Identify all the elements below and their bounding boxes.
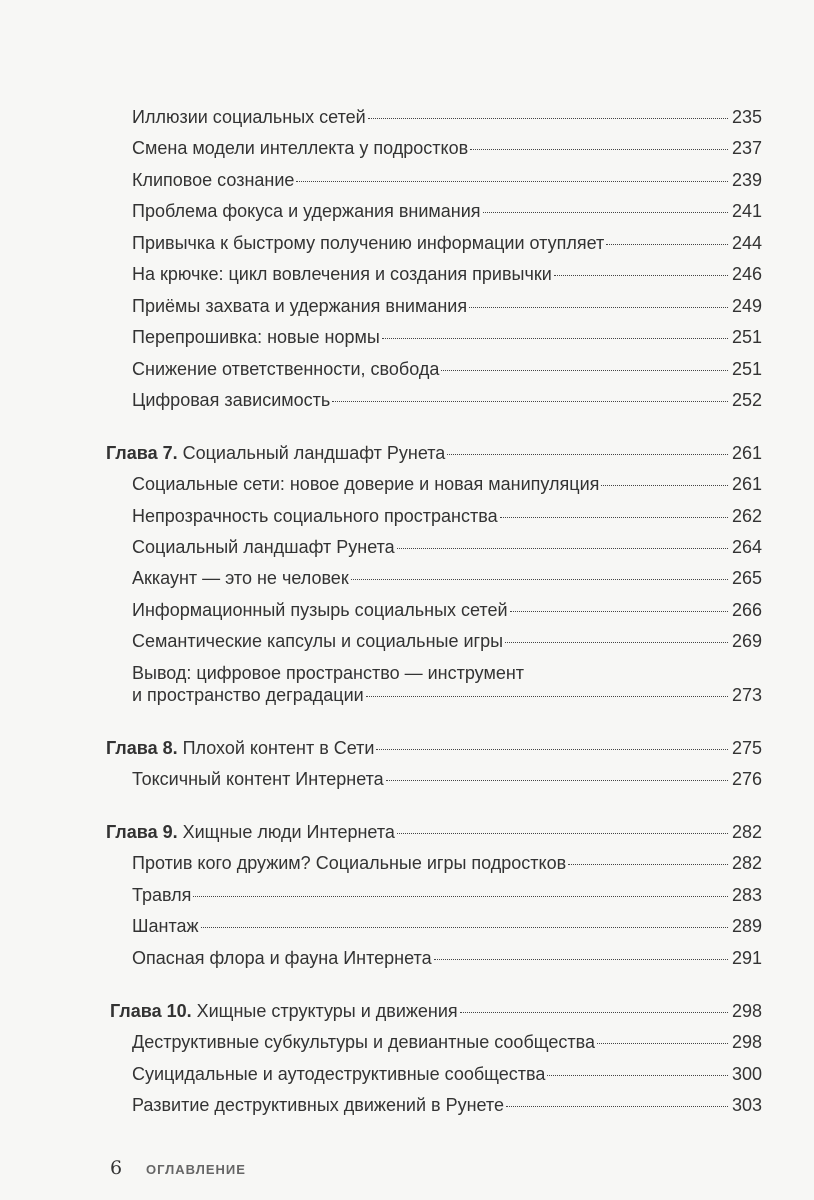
dot-leader xyxy=(376,749,727,750)
toc-entry-title-line1: Вывод: цифровое пространство — инструмент xyxy=(132,663,525,683)
toc-entry-title: Информационный пузырь социальных сетей xyxy=(132,600,508,620)
toc-entry-title: Против кого дружим? Социальные игры подростков xyxy=(132,853,567,873)
toc-entry xyxy=(132,630,762,652)
toc-entry-page: 261 xyxy=(731,443,762,463)
toc-entry xyxy=(132,567,762,589)
toc-entry-page: 251 xyxy=(731,359,762,379)
toc-entry-title: Непрозрачность социального пространства xyxy=(132,506,498,526)
dot-leader xyxy=(597,1043,728,1044)
toc-entry-page: 239 xyxy=(731,170,762,190)
dot-leader xyxy=(505,642,728,643)
toc-entry-title: Смена модели интеллекта у подростков xyxy=(132,138,469,158)
toc-entry-page: 244 xyxy=(731,233,762,253)
page-number: 6 xyxy=(110,1157,123,1179)
toc-entry xyxy=(132,326,762,348)
toc-entry-page: 249 xyxy=(731,296,762,316)
dot-leader xyxy=(500,517,728,518)
toc-entry-page: 235 xyxy=(731,107,762,127)
toc-entry xyxy=(132,106,762,128)
toc-entry-page: 289 xyxy=(731,916,762,936)
toc-entry-title: Семантические капсулы и социальные игры xyxy=(132,631,504,651)
toc-entry-page: 269 xyxy=(731,631,762,651)
toc-entry xyxy=(132,358,762,380)
toc-entry xyxy=(132,1063,762,1085)
toc-entry-page: 265 xyxy=(731,568,762,588)
toc-entry-page: 298 xyxy=(731,1001,762,1021)
chapter-label: Глава 7. xyxy=(106,443,178,463)
chapter-title-text: Плохой контент в Сети xyxy=(177,738,375,758)
dot-leader xyxy=(397,548,728,549)
toc-entry-title: Снижение ответственности, свобода xyxy=(132,359,440,379)
toc-entry xyxy=(132,263,762,285)
toc-entry-title: Деструктивные субкультуры и девиантные сообщества xyxy=(132,1032,595,1052)
dot-leader xyxy=(382,338,728,339)
toc-entry xyxy=(132,915,762,937)
dot-leader xyxy=(434,959,728,960)
toc-entry-title: Травля xyxy=(132,885,192,905)
toc-entry-title: Перепрошивка: новые нормы xyxy=(132,327,380,347)
dot-leader xyxy=(201,927,728,928)
dot-leader xyxy=(386,780,728,781)
toc-entry-page: 262 xyxy=(731,506,762,526)
dot-leader xyxy=(397,833,728,834)
toc-entry xyxy=(132,137,762,159)
toc-entry-page: 246 xyxy=(731,264,762,284)
toc-entry-page: 251 xyxy=(731,327,762,347)
toc-entry xyxy=(132,169,762,191)
chapter-title-text: Хищные люди Интернета xyxy=(177,822,395,842)
toc-entry-title: Приёмы захвата и удержания внимания xyxy=(132,296,468,316)
toc-chapter-title xyxy=(106,821,395,843)
toc-entry-title: Социальный ландшафт Рунета xyxy=(132,537,395,557)
toc-chapter-entry xyxy=(106,737,762,759)
toc-chapter-title xyxy=(106,737,374,759)
dot-leader xyxy=(193,896,728,897)
dot-leader xyxy=(506,1106,728,1107)
chapter-label: Глава 8. xyxy=(106,738,178,758)
dot-leader xyxy=(460,1012,728,1013)
toc-entry-page: 276 xyxy=(731,769,762,789)
toc-entry xyxy=(132,295,762,317)
dot-leader xyxy=(568,864,728,865)
toc-entry-page: 283 xyxy=(731,885,762,905)
dot-leader xyxy=(296,181,728,182)
toc-entry xyxy=(132,884,762,906)
toc-entry xyxy=(132,505,762,527)
toc-entry-page: 282 xyxy=(731,853,762,873)
toc-entry xyxy=(132,1094,762,1116)
toc-entry-page: 241 xyxy=(731,201,762,221)
toc-entry-page: 303 xyxy=(731,1095,762,1115)
toc-entry xyxy=(132,536,762,558)
toc-chapter-entry xyxy=(106,821,762,843)
chapter-title-text: Хищные структуры и движения xyxy=(191,1001,458,1021)
toc-entry-title: Развитие деструктивных движений в Рунете xyxy=(132,1095,504,1115)
chapter-title-text: Социальный ландшафт Рунета xyxy=(177,443,446,463)
toc-entry-title: Шантаж xyxy=(132,916,199,936)
toc-entry-page: 252 xyxy=(731,390,762,410)
dot-leader xyxy=(547,1075,728,1076)
dot-leader xyxy=(606,244,728,245)
dot-leader xyxy=(483,212,728,213)
dot-leader xyxy=(366,696,728,697)
toc-entry-page: 266 xyxy=(731,600,762,620)
chapter-label: Глава 10. xyxy=(110,1001,192,1021)
dot-leader xyxy=(554,275,728,276)
dot-leader xyxy=(469,307,728,308)
toc-entry-page: 264 xyxy=(731,537,762,557)
toc-entry-title: Токсичный контент Интернета xyxy=(132,769,384,789)
dot-leader xyxy=(470,149,728,150)
toc-chapter-entry xyxy=(110,1000,762,1022)
toc-entry xyxy=(132,768,762,790)
dot-leader xyxy=(368,118,728,119)
toc-entry-title: Опасная флора и фауна Интернета xyxy=(132,948,432,968)
toc-entry xyxy=(132,1031,762,1053)
toc-entry-title: Клиповое сознание xyxy=(132,170,295,190)
toc-entry-page: 298 xyxy=(731,1032,762,1052)
toc-chapter-entry xyxy=(106,442,762,464)
toc-chapter-title xyxy=(106,442,445,464)
toc-entry-page: 237 xyxy=(731,138,762,158)
running-footer-label: ОГЛАВЛЕНИЕ xyxy=(146,1162,246,1177)
toc-entry xyxy=(132,389,762,411)
dot-leader xyxy=(332,401,728,402)
toc-entry xyxy=(132,232,762,254)
toc-entry xyxy=(132,947,762,969)
dot-leader xyxy=(441,370,728,371)
dot-leader xyxy=(351,579,728,580)
dot-leader xyxy=(447,454,728,455)
dot-leader xyxy=(510,611,728,612)
toc-entry-page: 282 xyxy=(731,822,762,842)
toc-chapter-title xyxy=(110,1000,458,1022)
toc-entry-page: 291 xyxy=(731,948,762,968)
toc-entry xyxy=(132,684,762,706)
toc-entry-title: Проблема фокуса и удержания внимания xyxy=(132,201,481,221)
toc-entry-title: На крючке: цикл вовлечения и создания привычки xyxy=(132,264,552,284)
toc-entry xyxy=(132,473,762,495)
toc-entry-title: Иллюзии социальных сетей xyxy=(132,107,366,127)
toc-entry-title: Аккаунт — это не человек xyxy=(132,568,349,588)
toc-entry xyxy=(132,200,762,222)
toc-entry-page: 261 xyxy=(731,474,762,494)
toc-entry-title: и пространство деградации xyxy=(132,685,364,705)
dot-leader xyxy=(601,485,728,486)
toc-entry-page: 273 xyxy=(731,685,762,705)
toc-entry xyxy=(132,599,762,621)
toc-entry-title: Цифровая зависимость xyxy=(132,390,331,410)
toc-entry-page: 275 xyxy=(731,738,762,758)
toc-entry-title: Суицидальные и аутодеструктивные сообщества xyxy=(132,1064,546,1084)
toc-entry-page: 300 xyxy=(731,1064,762,1084)
toc-entry-title: Привычка к быстрому получению информации отупляет xyxy=(132,233,605,253)
toc-entry-title: Социальные сети: новое доверие и новая манипуляция xyxy=(132,474,600,494)
chapter-label: Глава 9. xyxy=(106,822,178,842)
toc-entry xyxy=(132,852,762,874)
